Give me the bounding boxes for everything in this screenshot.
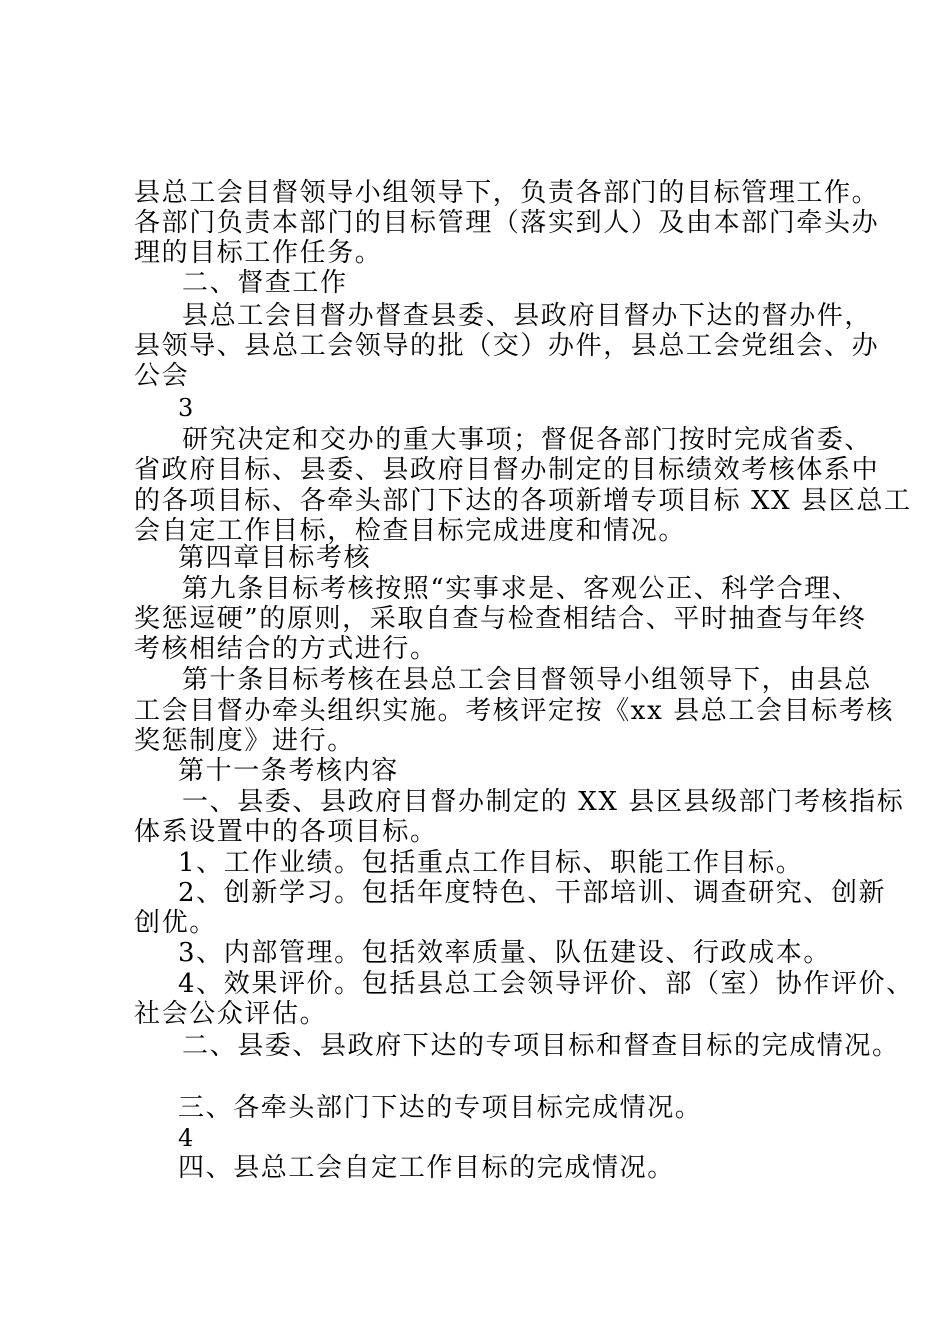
text-line: 各部门负责本部门的目标管理（落实到人）及由本部门牵头办 bbox=[134, 208, 880, 238]
text-line: 省政府目标、县委、县政府目督办制定的目标绩效考核体系中 bbox=[134, 455, 880, 485]
text-line: 社会公众评估。 bbox=[134, 999, 328, 1029]
section-heading: 二、督查工作 bbox=[182, 268, 348, 298]
list-item: 3、内部管理。包括效率质量、队伍建设、行政成本。 bbox=[178, 938, 831, 968]
text-line: 奖惩制度》进行。 bbox=[134, 726, 355, 756]
list-item: 1、工作业绩。包括重点工作目标、职能工作目标。 bbox=[178, 848, 804, 878]
text-line: 三、各牵头部门下达的专项目标完成情况。 bbox=[178, 1093, 703, 1123]
text-line: 理的目标工作任务。 bbox=[134, 238, 383, 268]
text-line: 四、县总工会自定工作目标的完成情况。 bbox=[178, 1153, 675, 1183]
list-item: 2、创新学习。包括年度特色、干部培训、调查研究、创新 bbox=[178, 878, 887, 908]
text-line: 奖惩逗硬”的原则，采取自查与检查相结合、平时抽查与年终 bbox=[134, 604, 867, 634]
text-line: 一、县委、县政府目督办制定的 XX 县区县级部门考核指标 bbox=[182, 787, 905, 817]
text-line: 二、县委、县政府下达的专项目标和督查目标的完成情况。 bbox=[182, 1031, 900, 1061]
text-line: 公会 bbox=[134, 361, 190, 391]
text-line: 第十条目标考核在县总工会目督领导小组领导下，由县总 bbox=[182, 665, 873, 695]
text-line: 的各项目标、各牵头部门下达的各项新增专项目标 XX 县区总工 bbox=[134, 486, 912, 516]
text-line: 体系设置中的各项目标。 bbox=[134, 817, 438, 847]
text-line: 研究决定和交办的重大事项；督促各部门按时完成省委、 bbox=[182, 425, 873, 455]
text-line: 创优。 bbox=[134, 908, 217, 938]
text-line: 会自定工作目标，检查目标完成进度和情况。 bbox=[134, 516, 687, 546]
page-number: 4 bbox=[178, 1124, 195, 1152]
text-line: 工会目督办牵头组织实施。考核评定按《xx 县总工会目标考核 bbox=[134, 696, 894, 726]
chapter-heading: 第四章目标考核 bbox=[178, 543, 372, 573]
text-line: 考核相结合的方式进行。 bbox=[134, 634, 438, 664]
text-line: 县总工会目督办督查县委、县政府目督办下达的督办件， bbox=[182, 301, 873, 331]
text-line: 县领导、县总工会领导的批（交）办件，县总工会党组会、办 bbox=[134, 331, 880, 361]
text-line: 县总工会目督领导小组领导下，负责各部门的目标管理工作。 bbox=[134, 178, 880, 208]
page-number: 3 bbox=[178, 394, 195, 422]
list-item: 4、效果评价。包括县总工会领导评价、部（室）协作评价、 bbox=[178, 969, 914, 999]
text-line: 第九条目标考核按照“实事求是、客观公正、科学合理、 bbox=[182, 574, 860, 604]
article-heading: 第十一条考核内容 bbox=[178, 756, 399, 786]
